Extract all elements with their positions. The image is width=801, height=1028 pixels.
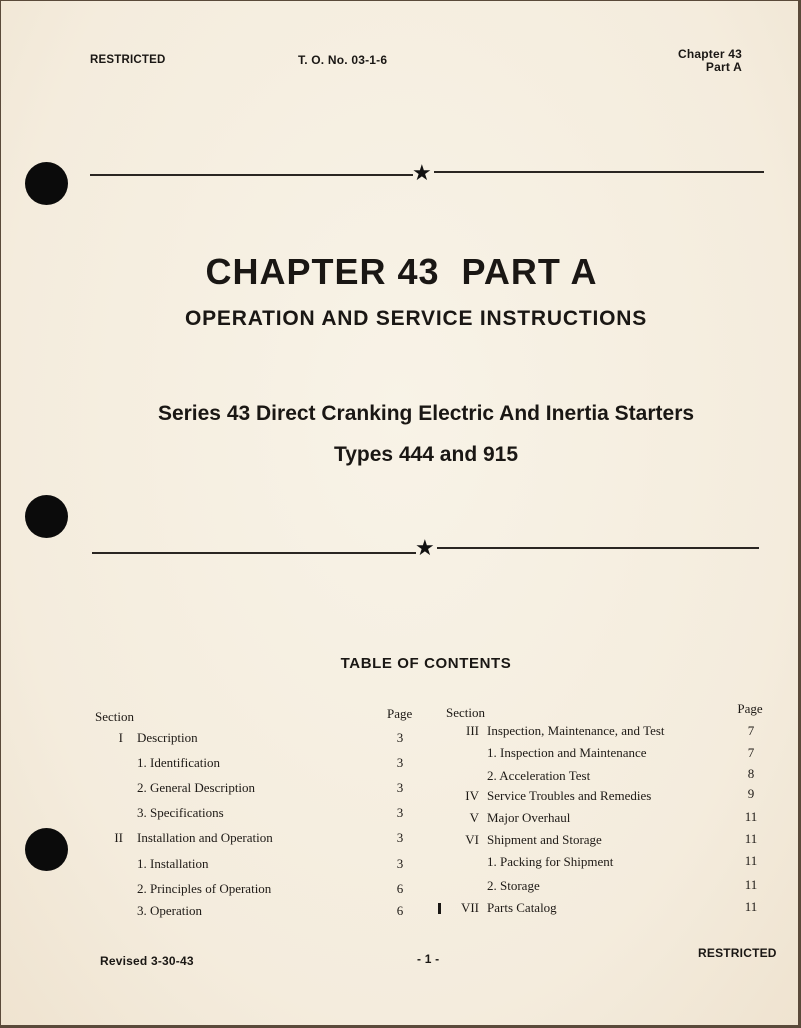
types-heading: Types 444 and 915: [333, 443, 519, 466]
toc-entry-page: 3: [396, 856, 404, 871]
toc-entry-label: 3. Operation: [137, 903, 202, 918]
toc-entry-number: V: [469, 810, 479, 825]
toc-entry-page: 3: [396, 755, 404, 770]
toc-entry-page: 3: [396, 780, 404, 795]
toc-entry-page: 6: [396, 881, 404, 896]
footer-classification: RESTRICTED: [698, 946, 777, 960]
toc-entry-page: 11: [744, 853, 758, 868]
punch-hole-top: [25, 162, 68, 205]
divider-line-top-right: [434, 171, 764, 173]
toc-entry-page: 7: [747, 745, 755, 760]
toc-entry-number: II: [114, 830, 123, 845]
toc-entry-label: 2. Acceleration Test: [487, 768, 591, 783]
toc-entry-page: 11: [744, 877, 758, 892]
toc-entry-label: 1. Installation: [137, 856, 209, 871]
chapter-subtitle: OPERATION AND SERVICE INSTRUCTIONS: [184, 307, 648, 330]
toc-entry-label: Description: [137, 730, 198, 745]
toc-entry-label: Major Overhaul: [487, 810, 571, 825]
star-icon: ★: [412, 161, 432, 186]
toc-entry-number: VII: [460, 900, 479, 915]
toc-right-section-header: Section: [446, 705, 485, 720]
toc-entry-page: 7: [747, 723, 755, 738]
revision-bar-icon: [438, 903, 441, 914]
chapter-title: CHAPTER 43 PART A: [205, 251, 598, 292]
footer-page-number: - 1 -: [417, 952, 440, 966]
divider-line-bottom-left: [92, 552, 416, 554]
toc-entry-label: Installation and Operation: [137, 830, 273, 845]
toc-entry-page: 3: [396, 730, 404, 745]
toc-left-section-header: Section: [95, 709, 134, 724]
toc-entry-label: 1. Inspection and Maintenance: [487, 745, 647, 760]
toc-entry-label: 3. Specifications: [137, 805, 224, 820]
toc-entry-page: 11: [744, 899, 758, 914]
toc-entry-page: 11: [744, 831, 758, 846]
footer-revision-date: Revised 3-30-43: [100, 954, 194, 968]
toc-entry-page: 3: [396, 830, 404, 845]
toc-entry-number: VI: [465, 832, 479, 847]
toc-entry-number: I: [118, 730, 123, 745]
toc-entry-label: 2. Storage: [487, 878, 540, 893]
toc-left-page-header: Page: [387, 706, 413, 721]
star-icon: ★: [415, 536, 435, 561]
toc-entry-number: IV: [465, 788, 479, 803]
divider-line-bottom-right: [437, 547, 759, 549]
toc-entry-label: Inspection, Maintenance, and Test: [487, 723, 665, 738]
toc-entry-page: 3: [396, 805, 404, 820]
toc-entry-page: 8: [747, 766, 755, 781]
punch-hole-middle: [25, 495, 68, 538]
header-part-line: Part A: [705, 60, 742, 74]
toc-entry-number: III: [466, 723, 479, 738]
document-page: [1, 1, 798, 1025]
series-heading: Series 43 Direct Cranking Electric And Inertia Starters: [157, 402, 695, 425]
toc-entry-label: Shipment and Storage: [487, 832, 602, 847]
toc-entry-label: 2. General Description: [137, 780, 256, 795]
toc-entry-label: Parts Catalog: [487, 900, 557, 915]
toc-entry-label: 1. Identification: [137, 755, 221, 770]
header-to-number: T. O. No. 03-1-6: [298, 53, 388, 67]
toc-entry-page: 9: [747, 786, 755, 801]
toc-entry-label: 1. Packing for Shipment: [487, 854, 614, 869]
header-chapter-line: Chapter 43: [677, 47, 742, 61]
toc-title: TABLE OF CONTENTS: [340, 655, 512, 672]
toc-right-page-header: Page: [737, 701, 763, 716]
header-chapter: [678, 47, 742, 74]
toc-entry-label: Service Troubles and Remedies: [487, 788, 652, 803]
header-classification: RESTRICTED: [90, 54, 166, 66]
divider-line-top-left: [90, 174, 413, 176]
punch-hole-bottom: [25, 828, 68, 871]
toc-entry-label: 2. Principles of Operation: [137, 881, 272, 896]
toc-entry-page: 6: [396, 903, 404, 918]
toc-entry-page: 11: [744, 809, 758, 824]
